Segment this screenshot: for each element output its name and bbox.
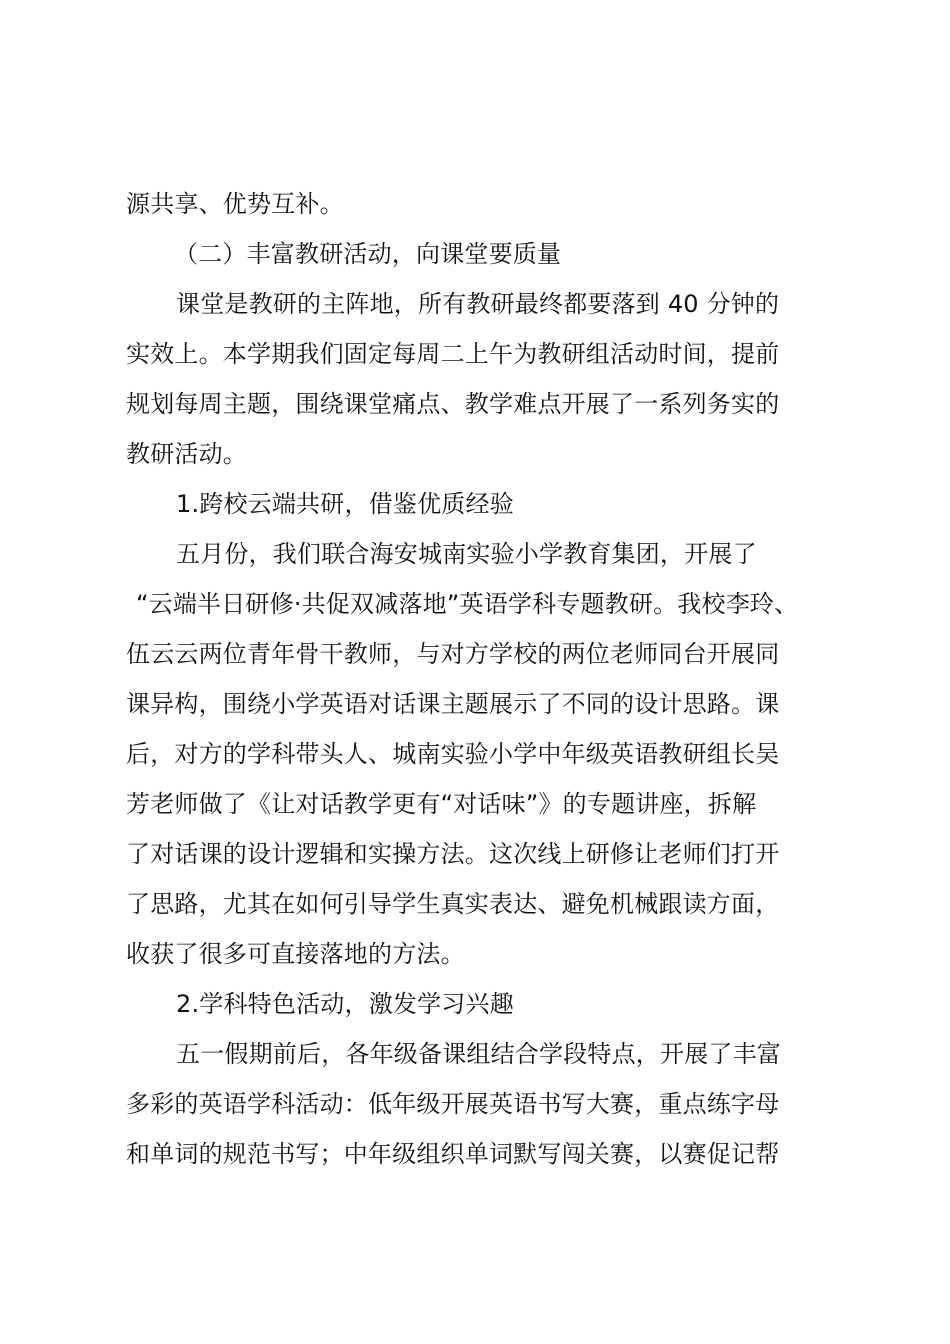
paragraph-line: 芳老师做了《让对话教学更有“对话味”》的专题讲座，拆解	[126, 790, 757, 818]
paragraph-line: 规划每周主题，围绕课堂痛点、教学难点开展了一系列务实的	[126, 390, 780, 418]
paragraph-line: 收获了很多可直接落地的方法。	[126, 940, 465, 968]
paragraph-line: 了思路，尤其在如何引导学生真实表达、避免机械跟读方面，	[126, 890, 780, 918]
paragraph-line: 多彩的英语学科活动：低年级开展英语书写大赛，重点练字母	[126, 1090, 780, 1118]
paragraph-line: 和单词的规范书写；中年级组织单词默写闯关赛，以赛促记帮	[126, 1140, 780, 1168]
paragraph-line: 后，对方的学科带头人、城南实验小学中年级英语教研组长吴	[126, 740, 780, 768]
paragraph-line: 教研活动。	[126, 440, 247, 468]
subsection-heading: 2.学科特色活动，激发学习兴趣	[176, 990, 514, 1018]
paragraph-line: 源共享、优势互补。	[126, 190, 344, 218]
paragraph-line: 伍云云两位青年骨干教师，与对方学校的两位老师同台开展同	[126, 640, 780, 668]
paragraph-line: 了对话课的设计逻辑和实操方法。这次线上研修让老师们打开	[126, 840, 780, 868]
section-heading: （二）丰富教研活动，向课堂要质量	[174, 240, 562, 268]
paragraph-line: 课异构，围绕小学英语对话课主题展示了不同的设计思路。课	[126, 690, 780, 718]
subsection-heading: 1.跨校云端共研，借鉴优质经验	[176, 490, 514, 518]
paragraph-line: 实效上。本学期我们固定每周二上午为教研组活动时间，提前	[126, 340, 780, 368]
paragraph-line: “云端半日研修·共促双减落地”英语学科专题教研。我校李玲、	[136, 590, 799, 618]
paragraph-line: 五一假期前后，各年级备课组结合学段特点，开展了丰富	[176, 1040, 781, 1068]
paragraph-line: 课堂是教研的主阵地，所有教研最终都要落到 40 分钟的	[176, 290, 780, 318]
paragraph-line: 五月份，我们联合海安城南实验小学教育集团，开展了	[176, 540, 757, 568]
